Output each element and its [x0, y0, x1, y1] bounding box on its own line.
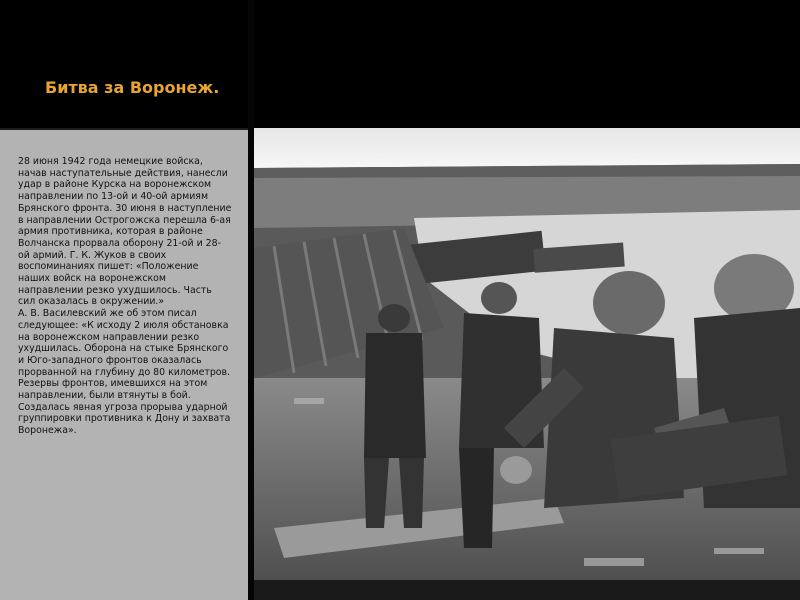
war-photo: [254, 128, 800, 600]
photo-sky: [254, 128, 800, 168]
photo-bottom-strip: [254, 580, 800, 600]
text-panel: [0, 130, 248, 600]
war-photo-drawing: [254, 128, 800, 600]
title-band: [0, 0, 248, 128]
slide-title: Битва за Воронеж.: [45, 78, 220, 97]
body-text: 28 июня 1942 года немецкие войска, начав наступательные действия, нанесли удар в районе Курска на воронежском направлении по 13-ой и 40-ой армиям Брянского фронта. 30 июня в наступление в направлении Острогожска перешла 6-ая армия противника, которая в районе Волчанска прорвала оборону 21-ой и 28-ой армий. Г. К. Жуков в своих воспоминаниях пишет: «Положение наших войск на воронежском направлении резко ухудшилось. Часть сил оказалась в окружении.» А. В. Василевский же об этом писал следующее: «К исходу 2 июля обстановка на воронежском направлении резко ухудшилась. Оборона на стыке Брянского и Юго-западного фронтов оказалась прорванной на глубину до 80 километров. Резервы фронтов, имевшихся на этом направлении, были втянуты в бой. Создалась явная угроза прорыва ударной группировки противника к Дону и захвата Воронежа».: [18, 156, 232, 437]
